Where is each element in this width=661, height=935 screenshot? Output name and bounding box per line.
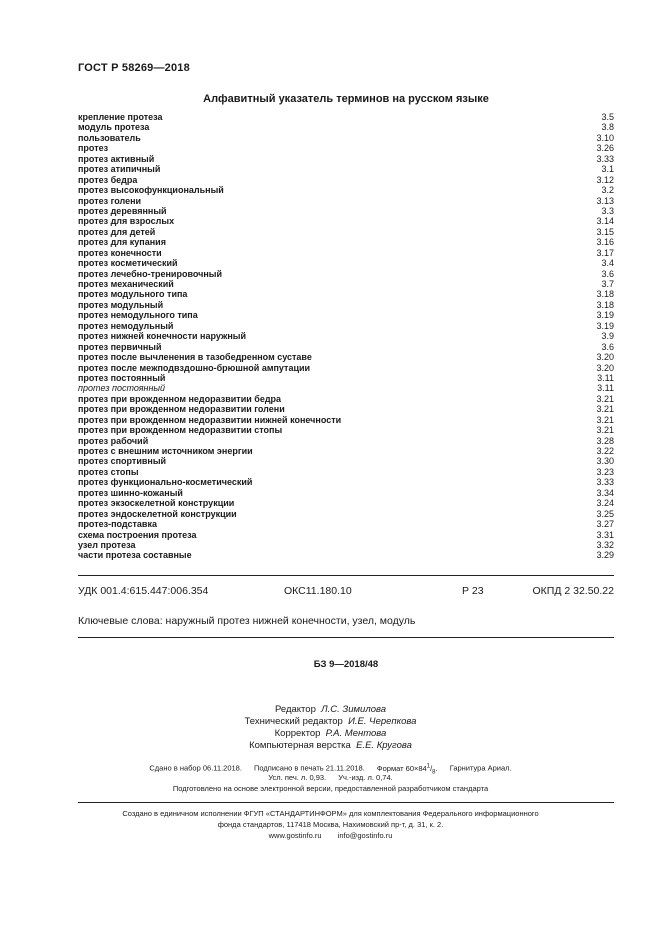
term-row bbox=[78, 342, 614, 352]
term-ref: 3.19 bbox=[596, 320, 614, 331]
udk-code: УДК 001.4:615.447:006.354 bbox=[78, 585, 209, 597]
term-label: протез бедра bbox=[78, 174, 138, 185]
term-ref: 3.30 bbox=[596, 456, 614, 467]
term-row bbox=[78, 133, 614, 143]
term-ref: 3.14 bbox=[596, 216, 614, 227]
term-ref: 3.11 bbox=[597, 383, 614, 394]
term-ref: 3.20 bbox=[596, 362, 614, 373]
credit-name: Е.Е. Кругова bbox=[356, 740, 412, 751]
okpd-code: ОКПД 2 32.50.22 bbox=[532, 585, 614, 597]
term-row bbox=[78, 248, 614, 258]
term-ref: 3.15 bbox=[596, 226, 614, 237]
term-row bbox=[78, 227, 614, 237]
term-label: протез с внешним источником энергии bbox=[78, 446, 253, 456]
term-label: протез-подставка bbox=[78, 519, 157, 530]
term-ref: 3.11 bbox=[597, 372, 614, 383]
term-ref: 3.8 bbox=[601, 122, 614, 133]
term-ref: 3.10 bbox=[596, 132, 614, 143]
term-label: схема построения протеза bbox=[78, 529, 197, 540]
term-ref: 3.25 bbox=[596, 508, 614, 519]
term-ref: 3.9 bbox=[601, 331, 614, 342]
credits-block bbox=[0, 704, 661, 752]
term-label: протез для купания bbox=[78, 237, 166, 248]
term-label: крепление протеза bbox=[78, 112, 163, 122]
footer-line-1: Создано в единичном исполнении ФГУП «СТАНДАРТИНФОРМ» для комплектования Федерального информационного bbox=[122, 809, 539, 818]
term-label: протез активный bbox=[78, 153, 155, 164]
publisher-footer bbox=[0, 808, 661, 841]
term-ref: 3.21 bbox=[596, 404, 614, 415]
imprint-block bbox=[0, 761, 661, 794]
term-row bbox=[78, 143, 614, 153]
term-label: протез шинно-кожаный bbox=[78, 487, 183, 498]
print-format: Формат $60\times 84^1/_8$. bbox=[376, 763, 438, 775]
term-label: модуль протеза bbox=[78, 122, 150, 133]
term-ref: 3.12 bbox=[596, 174, 614, 185]
credit-editor bbox=[0, 704, 661, 716]
term-row bbox=[78, 436, 614, 446]
term-label: протез спортивный bbox=[78, 456, 167, 467]
term-label: протез голени bbox=[78, 195, 142, 206]
term-ref: 3.20 bbox=[596, 352, 614, 363]
prepared-from: Подготовлено на основе электронной версии, предоставленной разработчиком стандарта bbox=[172, 784, 489, 793]
term-ref: 3.19 bbox=[596, 310, 614, 321]
term-label: протез после вычленения в тазобедренном суставе bbox=[78, 352, 312, 363]
term-ref: 3.21 bbox=[596, 414, 614, 425]
credit-tech-editor bbox=[0, 716, 661, 728]
term-ref: 3.32 bbox=[596, 539, 614, 550]
r-code: Р 23 bbox=[462, 585, 484, 597]
term-row bbox=[78, 289, 614, 299]
term-index-list bbox=[78, 112, 614, 561]
term-label: протез модульный bbox=[78, 299, 164, 310]
credit-role: Компьютерная верстка bbox=[249, 740, 351, 751]
term-label: протез деревянный bbox=[78, 205, 167, 216]
term-ref: 3.21 bbox=[596, 425, 614, 436]
term-row bbox=[78, 269, 614, 279]
term-label: протез bbox=[78, 143, 109, 154]
term-row bbox=[78, 383, 614, 393]
term-row bbox=[78, 185, 614, 195]
term-ref: 3.26 bbox=[596, 143, 614, 154]
term-row bbox=[78, 540, 614, 550]
term-row bbox=[78, 164, 614, 174]
term-row bbox=[78, 122, 614, 132]
term-row bbox=[78, 237, 614, 247]
footer-line-2: фонда стандартов, 117418 Москва, Нахимовский пр-т, д. 31, к. 2. bbox=[217, 820, 444, 829]
term-label: протез для детей bbox=[78, 226, 156, 237]
credit-proofreader bbox=[0, 728, 661, 740]
term-label: протез при врожденном недоразвитии голени bbox=[78, 404, 285, 415]
term-row bbox=[78, 467, 614, 477]
term-ref: 3.28 bbox=[596, 435, 614, 446]
divider-footer bbox=[78, 802, 614, 803]
term-ref: 3.21 bbox=[596, 393, 614, 404]
bz-number: БЗ 9—2018/48 bbox=[313, 659, 379, 670]
term-row bbox=[78, 258, 614, 268]
term-row bbox=[78, 112, 614, 122]
term-row bbox=[78, 279, 614, 289]
term-label: протез нижней конечности наружный bbox=[78, 331, 246, 342]
term-label: протез при врожденном недоразвитии стопы bbox=[78, 425, 283, 436]
term-row bbox=[78, 373, 614, 383]
term-ref: 3.33 bbox=[596, 153, 614, 164]
term-row bbox=[78, 175, 614, 185]
term-ref: 3.22 bbox=[596, 446, 614, 456]
term-ref: 3.3 bbox=[601, 205, 614, 216]
term-row bbox=[78, 498, 614, 508]
typeface: Гарнитура Ариал. bbox=[449, 763, 512, 773]
term-ref: 3.29 bbox=[596, 550, 614, 561]
email-link[interactable]: info@gostinfo.ru bbox=[337, 831, 393, 840]
term-row bbox=[78, 404, 614, 414]
sent-to-set: Сдано в набор 06.11.2018. bbox=[149, 763, 242, 773]
document-header: ГОСТ Р 58269—2018 bbox=[78, 62, 190, 74]
term-row bbox=[78, 321, 614, 331]
term-row bbox=[78, 477, 614, 487]
term-ref: 3.16 bbox=[596, 237, 614, 248]
term-ref: 3.17 bbox=[596, 247, 614, 258]
term-label: протез лечебно-тренировочный bbox=[78, 268, 223, 279]
term-ref: 3.33 bbox=[596, 477, 614, 488]
term-label: протез постоянный bbox=[78, 372, 166, 383]
term-label: протез механический bbox=[78, 279, 174, 289]
term-label: протез после межподвздошно-брюшной ампутации bbox=[78, 362, 311, 373]
term-ref: 3.31 bbox=[596, 529, 614, 540]
term-label: протез конечности bbox=[78, 247, 162, 258]
index-title: Алфавитный указатель терминов на русском языке bbox=[203, 93, 489, 105]
credit-role: Корректор bbox=[274, 728, 321, 739]
credit-role: Редактор bbox=[274, 704, 316, 715]
credit-name: Р.А. Ментова bbox=[325, 728, 387, 739]
term-ref: 3.18 bbox=[596, 289, 614, 300]
term-row bbox=[78, 394, 614, 404]
term-row bbox=[78, 519, 614, 529]
term-ref: 3.23 bbox=[596, 466, 614, 477]
term-label: протез высокофункциональный bbox=[78, 185, 224, 196]
term-ref: 3.7 bbox=[601, 279, 614, 289]
term-ref: 3.4 bbox=[601, 258, 614, 269]
imprint-line-sheets bbox=[0, 772, 661, 783]
term-row bbox=[78, 446, 614, 456]
term-ref: 3.6 bbox=[601, 268, 614, 279]
term-label: протез атипичный bbox=[78, 164, 161, 175]
term-label: протез немодульный bbox=[78, 320, 174, 331]
term-ref: 3.1 bbox=[601, 164, 614, 175]
term-row bbox=[78, 488, 614, 498]
term-label: протез косметический bbox=[78, 258, 178, 269]
term-label: протез стопы bbox=[78, 466, 139, 477]
term-row bbox=[78, 310, 614, 320]
imprint-line-dates bbox=[0, 761, 661, 775]
credit-name: И.Е. Черепкова bbox=[348, 716, 417, 727]
term-label: протез модульного типа bbox=[78, 289, 188, 300]
credit-layout bbox=[0, 740, 661, 752]
term-ref: 3.34 bbox=[596, 487, 614, 498]
term-label: протез экзоскелетной конструкции bbox=[78, 498, 235, 509]
term-ref: 3.24 bbox=[596, 498, 614, 509]
term-ref: 3.5 bbox=[601, 112, 614, 122]
term-row bbox=[78, 216, 614, 226]
divider-top bbox=[78, 575, 614, 576]
term-row bbox=[78, 456, 614, 466]
term-label: протез первичный bbox=[78, 341, 162, 352]
term-label: протез при врожденном недоразвитии нижней конечности bbox=[78, 414, 342, 425]
term-row bbox=[78, 331, 614, 341]
term-label: протез для взрослых bbox=[78, 216, 175, 227]
print-sheets: Усл. печ. л. 0,93. bbox=[268, 773, 327, 782]
term-row bbox=[78, 509, 614, 519]
credit-role: Технический редактор bbox=[244, 716, 343, 727]
keywords-line: Ключевые слова: наружный протез нижней конечности, узел, модуль bbox=[78, 615, 416, 627]
signed-to-print: Подписано в печать 21.11.2018. bbox=[254, 763, 365, 773]
term-row bbox=[78, 300, 614, 310]
term-ref: 3.13 bbox=[596, 195, 614, 206]
term-row bbox=[78, 154, 614, 164]
term-label: протез постоянный bbox=[78, 383, 166, 394]
term-row bbox=[78, 206, 614, 216]
term-row bbox=[78, 550, 614, 560]
term-ref: 3.2 bbox=[601, 185, 614, 196]
term-label: протез при врожденном недоразвитии бедра bbox=[78, 393, 282, 404]
term-row bbox=[78, 530, 614, 540]
term-ref: 3.18 bbox=[596, 299, 614, 310]
term-label: протез немодульного типа bbox=[78, 310, 198, 321]
term-label: протез функционально-косметический bbox=[78, 477, 253, 488]
term-label: пользователь bbox=[78, 132, 141, 143]
term-row bbox=[78, 415, 614, 425]
term-label: части протеза составные bbox=[78, 550, 192, 561]
oks-code: ОКС11.180.10 bbox=[284, 585, 352, 597]
term-row bbox=[78, 363, 614, 373]
term-label: протез эндоскелетной конструкции bbox=[78, 508, 237, 519]
term-row bbox=[78, 425, 614, 435]
website-link[interactable]: www.gostinfo.ru bbox=[268, 831, 322, 840]
term-row bbox=[78, 196, 614, 206]
term-row bbox=[78, 352, 614, 362]
pub-sheets: Уч.-изд. л. 0,74. bbox=[338, 773, 393, 782]
credit-name: Л.С. Зимилова bbox=[321, 704, 387, 715]
term-label: узел протеза bbox=[78, 539, 136, 550]
term-ref: 3.27 bbox=[596, 519, 614, 530]
footer-contacts bbox=[0, 830, 661, 841]
term-ref: 3.6 bbox=[601, 341, 614, 352]
term-label: протез рабочий bbox=[78, 435, 149, 446]
divider-bottom bbox=[78, 637, 614, 638]
